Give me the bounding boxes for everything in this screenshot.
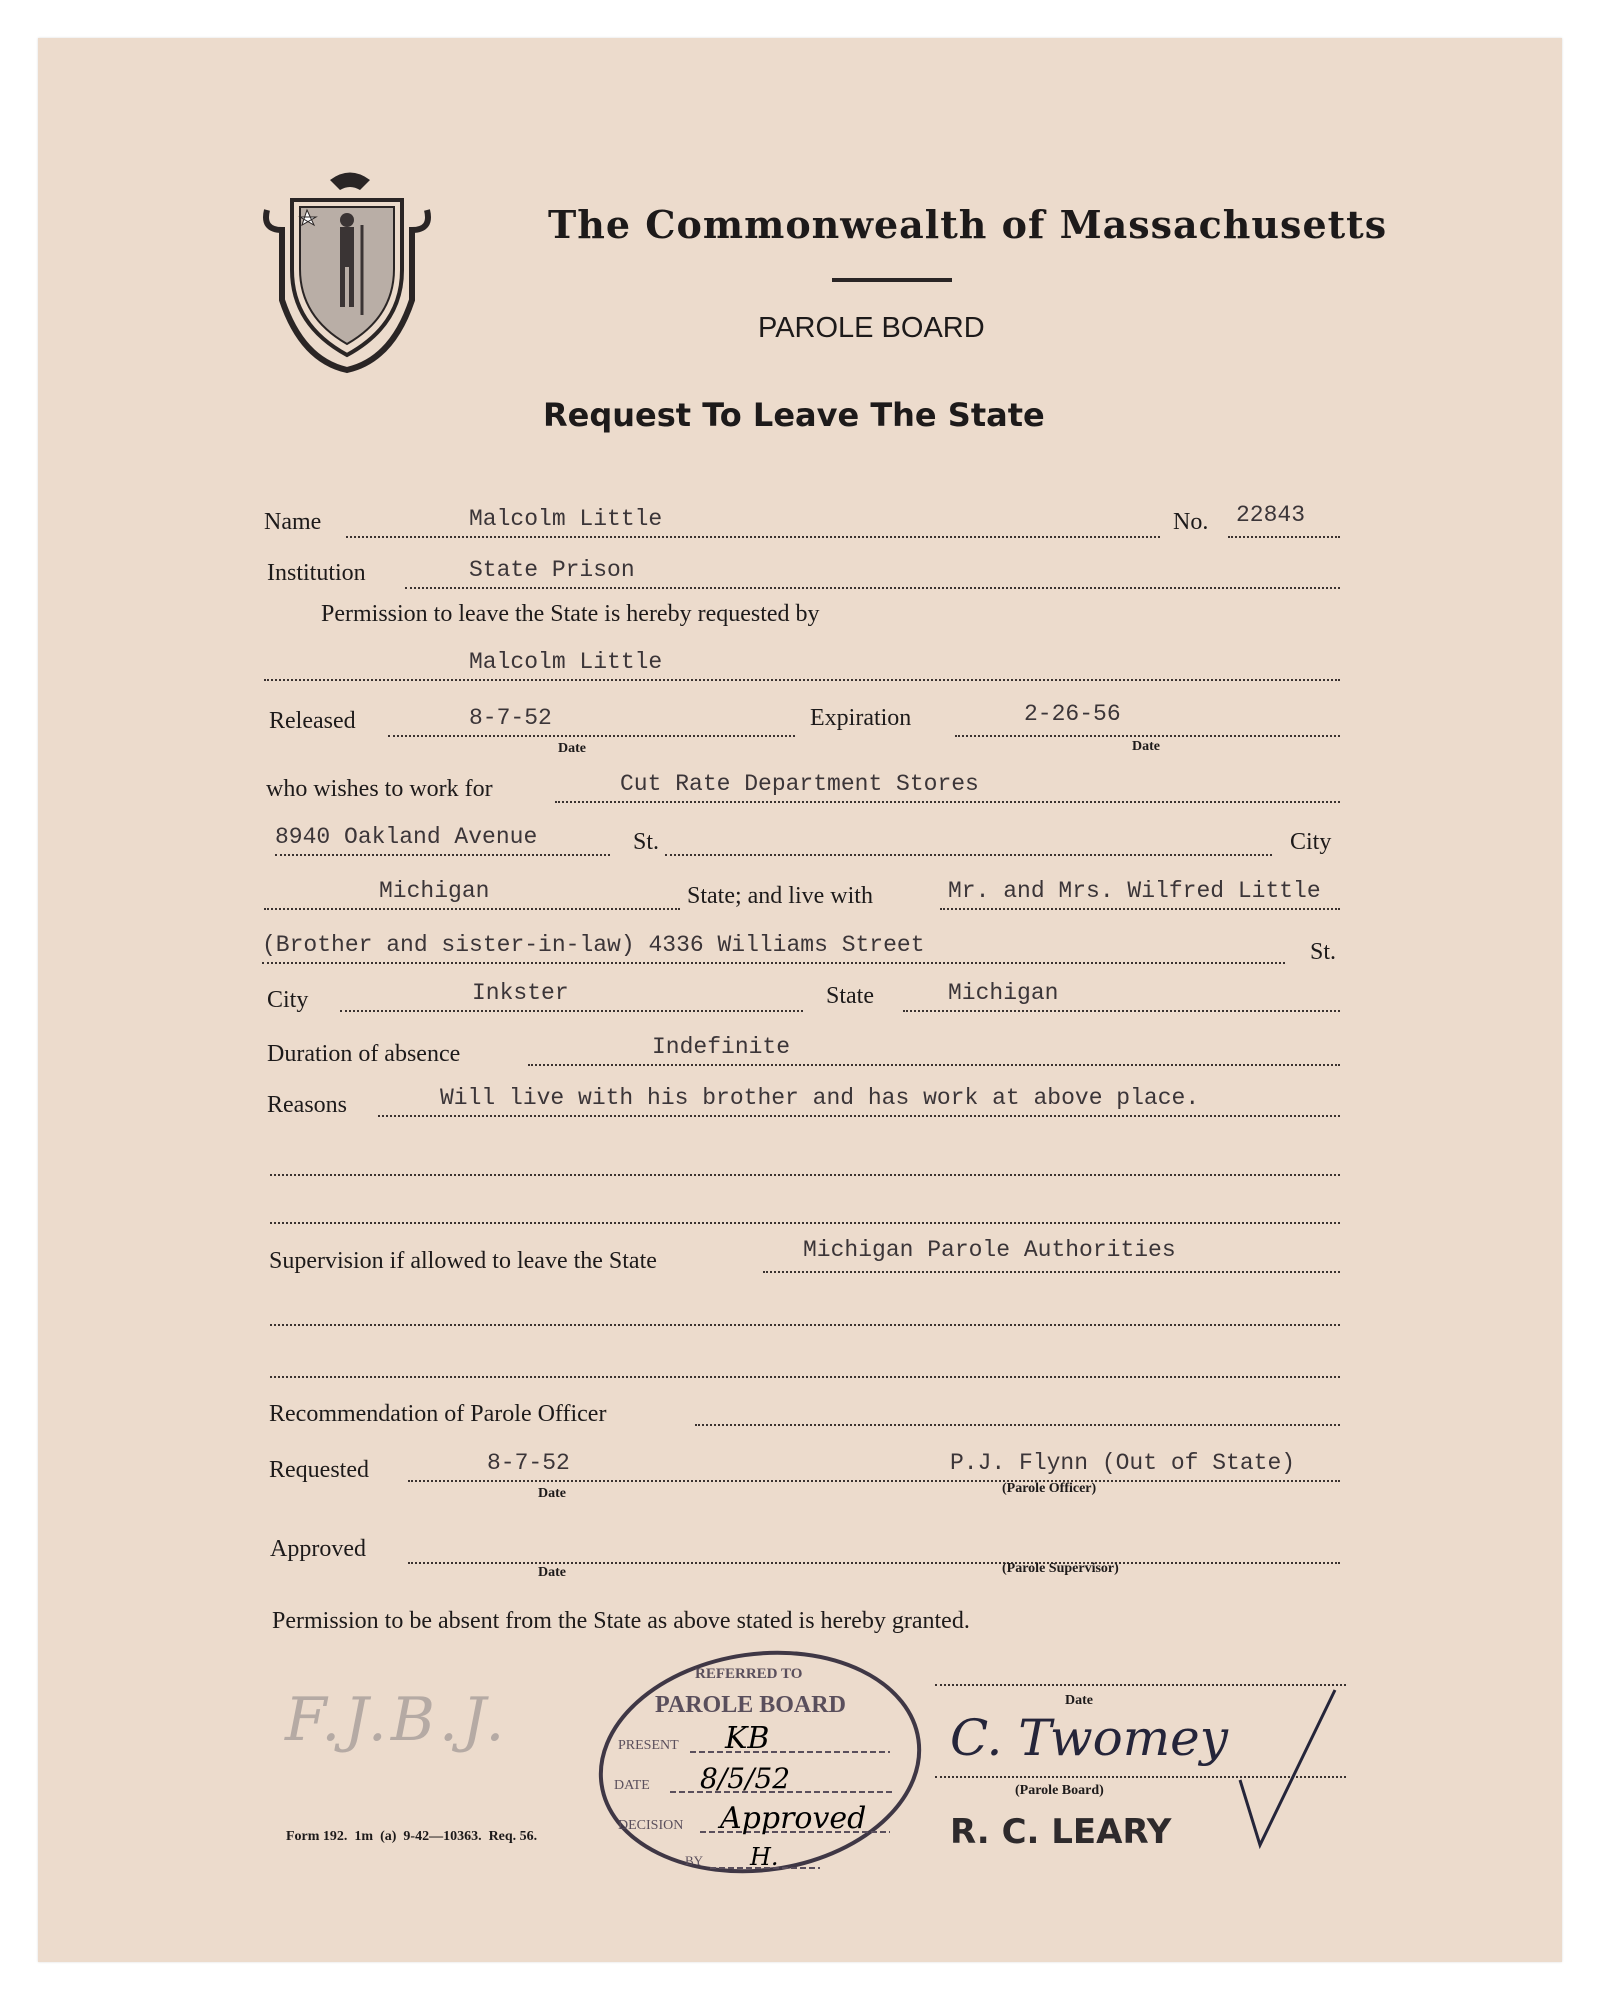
stamp-board: PAROLE BOARD [655, 1692, 846, 1718]
city-label-2: City [267, 987, 309, 1013]
released-field[interactable] [388, 705, 795, 737]
number-field[interactable] [1228, 502, 1340, 538]
checkmark-icon [1230, 1680, 1340, 1850]
released-date-label: Date [558, 741, 586, 756]
st-label: St. [633, 829, 660, 855]
supervision-value: Michigan Parole Authorities [803, 1237, 1176, 1263]
requested-by-value: Malcolm Little [469, 649, 663, 675]
address-value: (Brother and sister-in-law) 4336 Williams Street [262, 932, 925, 958]
reasons-line-2[interactable] [270, 1144, 1340, 1176]
no-label: No. [1173, 509, 1209, 535]
institution-field[interactable] [405, 557, 1340, 589]
supervision-label: Supervision if allowed to leave the State [269, 1248, 657, 1274]
approved-label: Approved [270, 1536, 366, 1562]
permission-text: Permission to leave the State is hereby requested by [321, 601, 820, 627]
street-field[interactable] [275, 824, 610, 856]
recommendation-label: Recommendation of Parole Officer [269, 1401, 607, 1427]
reasons-value: Will live with his brother and has work at above place. [440, 1085, 1200, 1111]
requested-by-field[interactable] [264, 649, 1340, 681]
state-label: State [826, 983, 874, 1009]
stamp-by-value: H. [750, 1843, 779, 1871]
duration-value: Indefinite [652, 1034, 791, 1060]
reasons-label: Reasons [267, 1092, 347, 1118]
stamp-date-value: 8/5/52 [700, 1762, 791, 1795]
st-label-2: St. [1310, 939, 1337, 965]
handwritten-initials: F.J.B.J. [285, 1685, 509, 1755]
supervision-line-2[interactable] [270, 1294, 1340, 1326]
parole-officer-label: (Parole Officer) [1002, 1481, 1097, 1496]
requested-date-label: Date [538, 1486, 566, 1501]
reasons-line-3[interactable] [270, 1192, 1340, 1224]
stamp-present-value: KB [725, 1721, 770, 1756]
supervision-line-3[interactable] [270, 1346, 1340, 1378]
requested-field[interactable] [408, 1450, 1340, 1482]
form-title: Request To Leave The State [543, 396, 1045, 434]
employer-field[interactable] [555, 771, 1340, 803]
institution-value: State Prison [469, 557, 635, 583]
stamp-decision: DECISION [618, 1818, 684, 1833]
city-label: City [1290, 829, 1332, 855]
parole-officer-value: P.J. Flynn (Out of State) [950, 1450, 1296, 1476]
requested-label: Requested [269, 1457, 369, 1483]
approved-date-label: Date [538, 1565, 566, 1580]
duration-field[interactable] [528, 1034, 1340, 1066]
stamp-date: DATE [614, 1778, 650, 1793]
expiration-value: 2-26-56 [1024, 701, 1121, 727]
board-heading: PAROLE BOARD [758, 312, 985, 344]
released-label: Released [269, 708, 356, 734]
approved-field[interactable] [408, 1532, 1340, 1564]
city-field[interactable] [665, 824, 1272, 856]
name-field[interactable] [346, 506, 1160, 538]
stamp-by: BY [685, 1853, 704, 1868]
state2-value: Michigan [948, 980, 1059, 1006]
stamp-decision-value: Approved [720, 1801, 867, 1836]
state2-field[interactable] [903, 980, 1340, 1012]
live-with-field[interactable] [940, 878, 1340, 910]
live-with-label: State; and live with [687, 883, 873, 909]
released-value: 8-7-52 [469, 705, 552, 731]
page-title: The Commonwealth of Massachusetts [548, 202, 1388, 247]
granted-date-label: Date [1065, 1693, 1093, 1708]
expiration-field[interactable] [955, 701, 1340, 737]
form-number: Form 192. 1m (a) 9-42—10363. Req. 56. [286, 1829, 538, 1844]
recommendation-field[interactable] [695, 1394, 1340, 1426]
name-value: Malcolm Little [469, 506, 663, 532]
parole-board-label: (Parole Board) [1015, 1783, 1104, 1798]
reasons-field[interactable] [378, 1085, 1340, 1117]
state-value: Michigan [379, 878, 490, 904]
address-field[interactable] [262, 932, 1285, 964]
stamp-referred: REFERRED TO [695, 1666, 803, 1682]
requested-date-value: 8-7-52 [487, 1450, 570, 1476]
expiration-date-label: Date [1132, 739, 1160, 754]
street-value: 8940 Oakland Avenue [275, 824, 538, 850]
live-with-value: Mr. and Mrs. Wilfred Little [948, 878, 1321, 904]
city2-field[interactable] [340, 980, 803, 1012]
state-field[interactable] [264, 878, 680, 910]
stamp-present: PRESENT [618, 1738, 679, 1753]
employer-value: Cut Rate Department Stores [620, 771, 979, 797]
title-rule [832, 278, 952, 282]
institution-label: Institution [267, 560, 366, 586]
number-value: 22843 [1236, 502, 1306, 528]
parole-board-signature: C. Twomey [950, 1709, 1228, 1767]
parole-board-stamp [590, 1642, 930, 1882]
expiration-label: Expiration [810, 705, 912, 731]
supervision-field[interactable] [763, 1237, 1340, 1273]
name-label: Name [264, 509, 322, 535]
duration-label: Duration of absence [267, 1041, 461, 1067]
city2-value: Inkster [472, 980, 569, 1006]
name-stamp: R. C. LEARY [950, 1812, 1172, 1852]
parole-supervisor-label: (Parole Supervisor) [1002, 1561, 1119, 1576]
work-label: who wishes to work for [266, 776, 493, 802]
massachusetts-seal-icon [262, 165, 434, 375]
granted-text: Permission to be absent from the State as above stated is hereby granted. [272, 1608, 970, 1634]
